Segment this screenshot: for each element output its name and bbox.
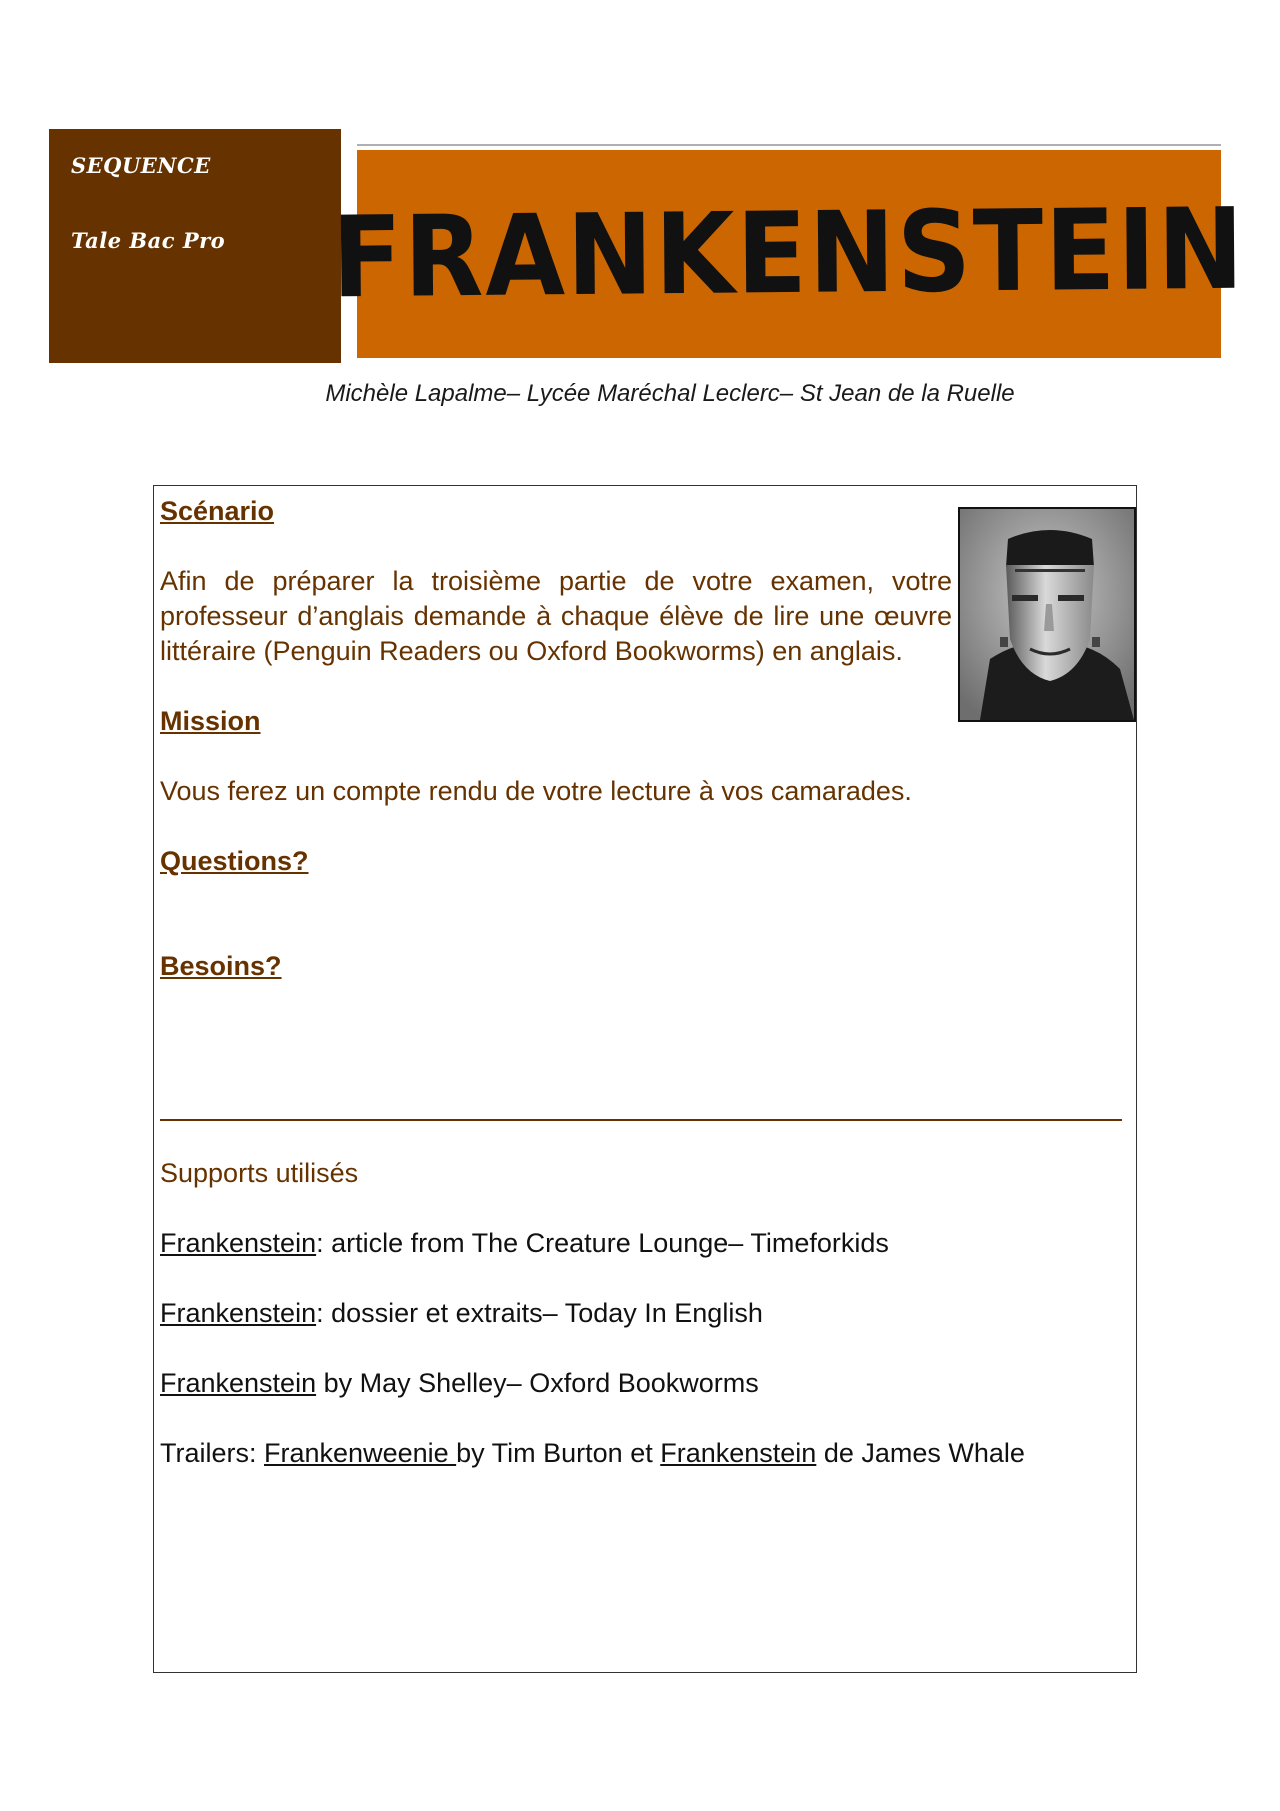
- support-link[interactable]: Frankenstein: [160, 1228, 317, 1258]
- trailers-item: [160, 1436, 1120, 1471]
- author-line: Michèle Lapalme– Lycée Maréchal Leclerc– St Jean de la Ruelle: [325, 380, 1015, 407]
- section-divider: [160, 1119, 1122, 1121]
- trailers-prefix: Trailers:: [160, 1438, 265, 1468]
- besoins-heading: Besoins?: [160, 951, 282, 981]
- mission-heading: Mission: [160, 706, 261, 736]
- support-detail: by May Shelley– Oxford Bookworms: [316, 1368, 759, 1398]
- supports-heading: Supports utilisés: [160, 1158, 359, 1188]
- sequence-label: SEQUENCE: [71, 153, 211, 178]
- title-banner: [331, 150, 1247, 358]
- support-link[interactable]: Frankenstein: [160, 1298, 317, 1328]
- trailers-mid: by Tim Burton et: [456, 1438, 661, 1468]
- sequence-box: [49, 129, 341, 363]
- support-detail: : article from The Creature Lounge– Timeforkids: [316, 1228, 889, 1258]
- frankenweenie-link[interactable]: Frankenweenie: [264, 1438, 457, 1468]
- support-item: [160, 1226, 1120, 1261]
- scenario-heading: Scénario: [160, 496, 275, 526]
- scenario-text: Afin de préparer la troisième partie de votre examen, votre professeur d’anglais demande à chaque élève de lire une œuvre littéraire (Penguin Readers ou Oxford Bookworms) en anglais.: [160, 566, 952, 666]
- support-item: [160, 1366, 1120, 1401]
- sequence-level: Tale Bac Pro: [71, 228, 226, 253]
- title-top-rule: [357, 144, 1221, 146]
- mission-text: Vous ferez un compte rendu de votre lecture à vos camarades.: [160, 776, 912, 806]
- page-title: FRANKENSTEIN: [331, 184, 1247, 324]
- frankenstein-trailer-link[interactable]: Frankenstein: [660, 1438, 817, 1468]
- support-detail: : dossier et extraits– Today In English: [316, 1298, 763, 1328]
- scenario-section: [160, 494, 1120, 984]
- support-item: [160, 1296, 1120, 1331]
- trailers-suffix: de James Whale: [816, 1438, 1025, 1468]
- support-link[interactable]: Frankenstein: [160, 1368, 317, 1398]
- questions-heading: Questions?: [160, 846, 309, 876]
- supports-section: [160, 1156, 1120, 1471]
